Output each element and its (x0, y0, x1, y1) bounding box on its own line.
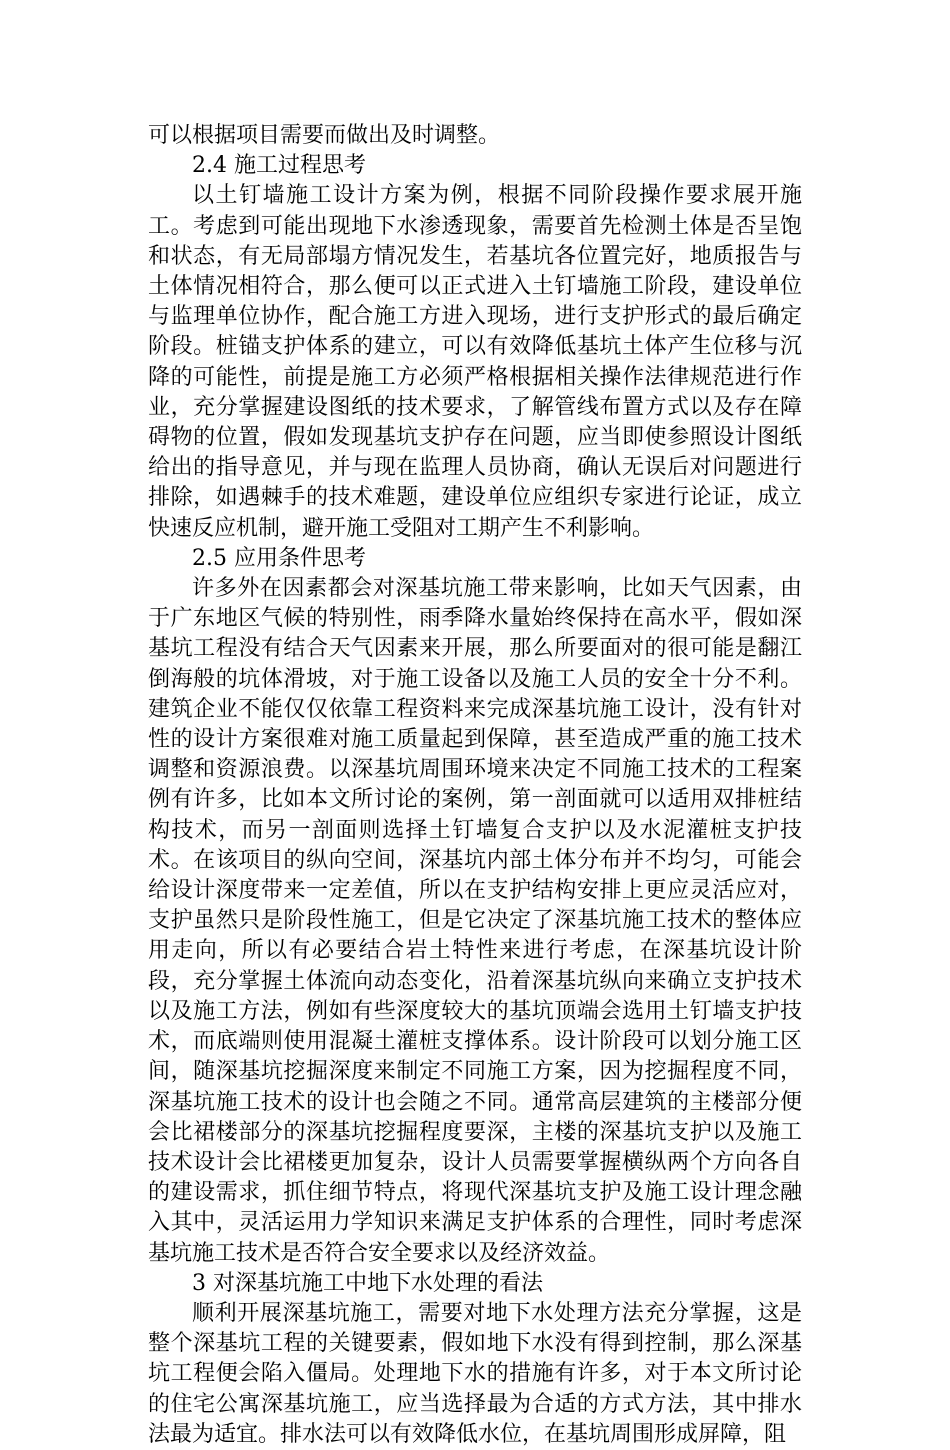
document-page (148, 121, 802, 1450)
paragraph-continuation: 可以根据项目需要而做出及时调整。 (148, 123, 501, 148)
section-heading-2-5: 2.5 应用条件思考 (192, 545, 366, 571)
section-heading-3: 3 对深基坑施工中地下水处理的看法 (192, 1270, 543, 1296)
paragraph-construction-process: 以土钉墙施工设计方案为例，根据不同阶段操作要求展开施工。考虑到可能出现地下水渗透现象，需要首先检测土体是否呈饱和状态，有无局部塌方情况发生，若基坑各位置完好，地质报告与土体情况相符合，那么便可以正式进入土钉墙施工阶段，建设单位与监理单位协作，配合施工方进入现场，进行支护形式的最后确定阶段。桩锚支护体系的建立，可以有效降低基坑土体产生位移与沉降的可能性，前提是施工方必须严格根据相关操作法律规范进行作业，充分掌握建设图纸的技术要求，了解管线布置方式以及存在障碍物的位置，假如发现基坑支护存在问题，应当即使参照设计图纸给出的指导意见，并与现在监理人员协商，确认无误后对问题进行排除，如遇棘手的技术难题，建设单位应组织专家进行论证，成立快速反应机制，避开施工受阻对工期产生不利影响。 (148, 183, 802, 541)
paragraph-application-conditions: 许多外在因素都会对深基坑施工带来影响，比如天气因素，由于广东地区气候的特别性，雨季降水量始终保持在高水平，假如深基坑工程没有结合天气因素来开展，那么所要面对的很可能是翻江倒海般的坑体滑坡，对于施工设备以及施工人员的安全十分不利。建筑企业不能仅仅依靠工程资料来完成深基坑施工设计，没有针对性的设计方案很难对施工质量起到保障，甚至造成严重的施工技术调整和资源浪费。以深基坑周围环境来决定不同施工技术的工程案例有许多，比如本文所讨论的案例，第一剖面就可以适用双排桩结构技术，而另一剖面则选择土钉墙复合支护以及水泥灌桩支护技术。在该项目的纵向空间，深基坑内部土体分布并不均匀，可能会给设计深度带来一定差值，所以在支护结构安排上更应灵活应对，支护虽然只是阶段性施工，但是它决定了深基坑施工技术的整体应用走向，所以有必要结合岩土特性来进行考虑，在深基坑设计阶段，充分掌握土体流向动态变化，沿着深基坑纵向来确立支护技术以及施工方法，例如有些深度较大的基坑顶端会选用土钉墙支护技术，而底端则使用混凝土灌桩支撑体系。设计阶段可以划分施工区间，随深基坑挖掘深度来制定不同施工方案，因为挖掘程度不同，深基坑施工技术的设计也会随之不同。通常高层建筑的主楼部分便会比裙楼部分的深基坑挖掘程度要深，主楼的深基坑支护以及施工技术设计会比裙楼更加复杂，设计人员需要掌握横纵两个方向各自的建设需求，抓住细节特点，将现代深基坑支护及施工设计理念融入其中，灵活运用力学知识来满足支护体系的合理性，同时考虑深基坑施工技术是否符合安全要求以及经济效益。 (148, 576, 802, 1266)
paragraph-groundwater-treatment: 顺利开展深基坑施工，需要对地下水处理方法充分掌握，这是整个深基坑工程的关键要素，假如地下水没有得到控制，那么深基坑工程便会陷入僵局。处理地下水的措施有许多，对于本文所讨论的住宅公寓深基坑施工，应当选择最为合适的方式方法，其中排水法最为适宜。排水法可以有效降低水位，在基坑周围形成屏障，阻 (148, 1300, 802, 1447)
section-heading-2-4: 2.4 施工过程思考 (192, 153, 366, 179)
